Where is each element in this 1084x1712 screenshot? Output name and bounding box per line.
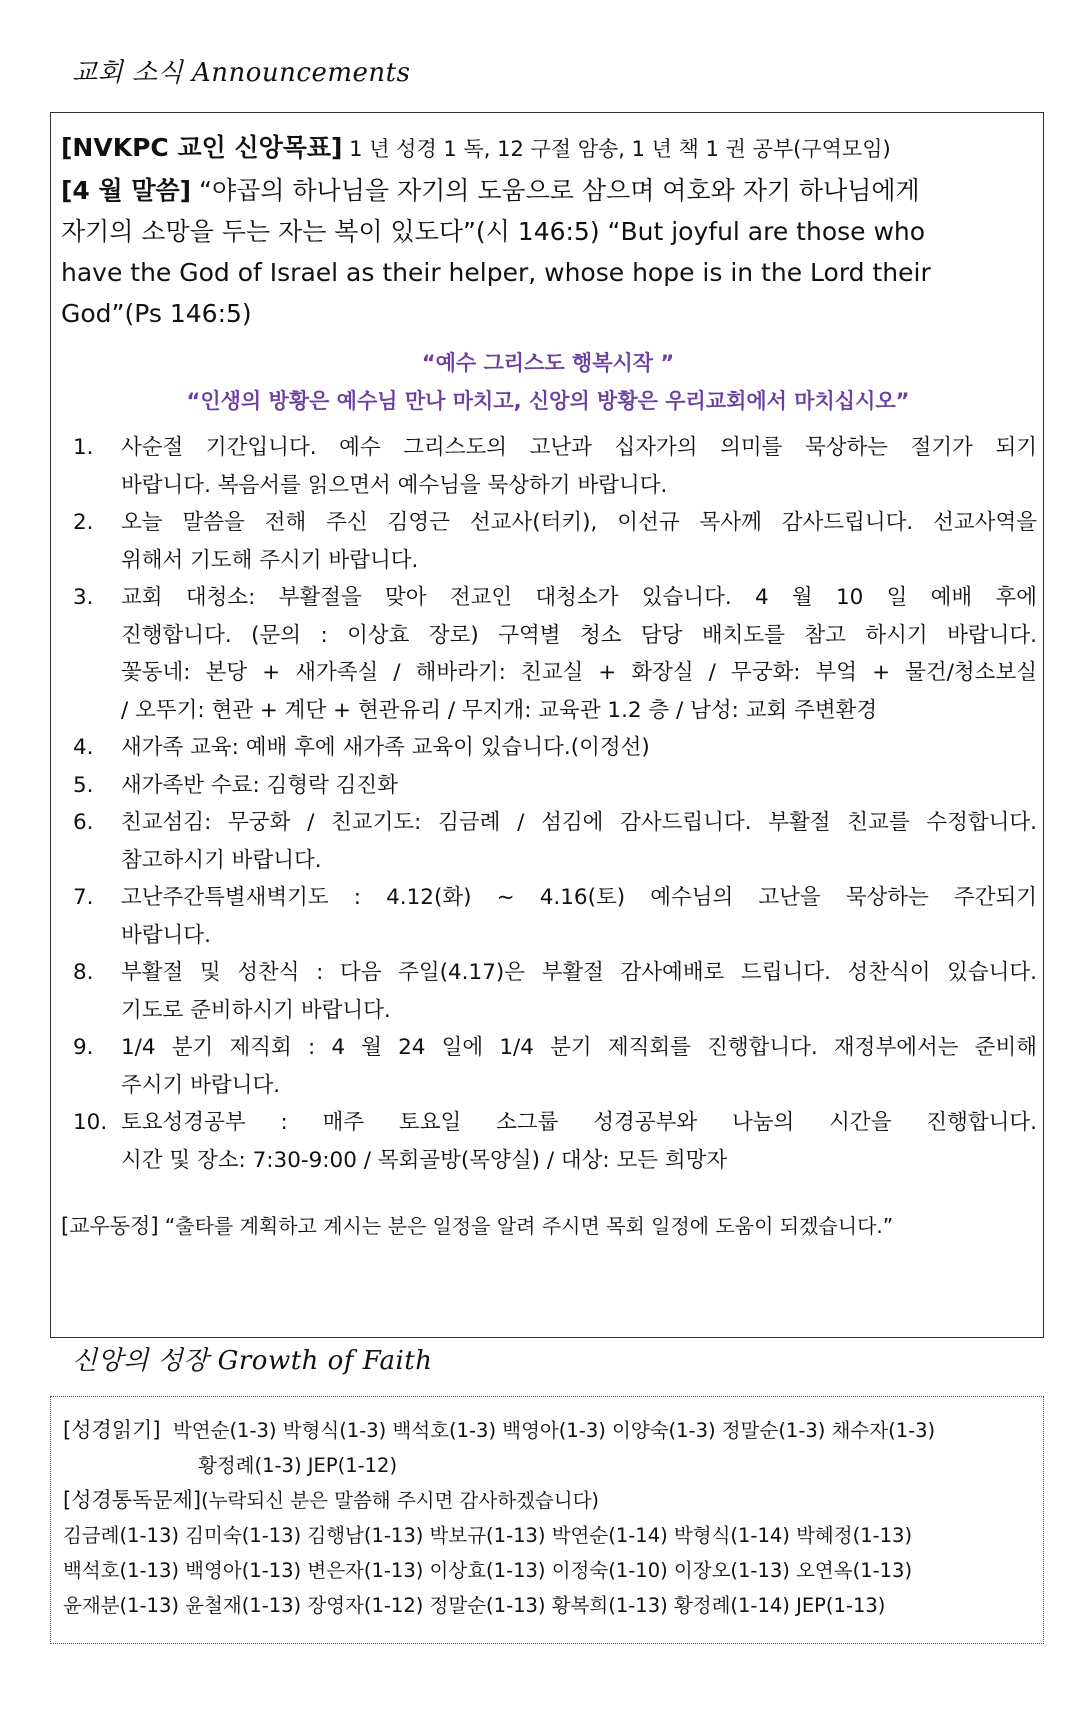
announcement-line: 주시기 바랍니다. <box>121 1072 281 1098</box>
bible-quiz-line-3: 윤재분(1-13) 윤철재(1-13) 장영자(1-12) 정말순(1-13) 황복희(1-13) 황정례(1-14) JEP(1-13) <box>63 1594 886 1617</box>
faith-goal-line <box>61 127 1031 170</box>
bible-quiz-line-1: 김금례(1-13) 김미숙(1-13) 김행남(1-13) 박보규(1-13) 박연순(1-14) 박형식(1-14) 박혜정(1-13) <box>63 1524 913 1547</box>
announcement-line: 고난주간특별새벽기도 : 4.12(화) ~ 4.16(토) 예수님의 고난을 묵상하는 주간되기 <box>121 885 1037 910</box>
announcement-line: 1/4 분기 제직회 : 4 월 24 일에 1/4 분기 제직회를 진행합니다. 재정부에서는 준비해 <box>121 1035 1037 1060</box>
announcement-item <box>51 579 1045 729</box>
bible-reading-line-1: 박연순(1-3) 박형식(1-3) 백석호(1-3) 백영아(1-3) 이양숙(1-3) 정말순(1-3) 채수자(1-3) <box>172 1419 936 1442</box>
announcement-number: 1. <box>73 435 94 460</box>
announcement-item <box>51 429 1045 504</box>
monthly-verse-tag: [4 월 말씀] <box>61 176 192 205</box>
announcement-number: 10. <box>73 1110 108 1135</box>
announcements-box <box>50 112 1044 1338</box>
announcement-number: 5. <box>73 772 94 798</box>
member-news-text: “출타를 계획하고 계시는 분은 일정을 알려 주시면 목회 일정에 도움이 되겠습니다.” <box>158 1214 894 1238</box>
monthly-verse-text-1: “야곱의 하나님을 자기의 도움으로 삼으며 여호와 자기 하나님에게 <box>191 176 920 205</box>
announcement-line: 부활절 및 성찬식 : 다음 주일(4.17)은 부활절 감사예배로 드립니다. 성찬식이 있습니다. <box>121 960 1037 985</box>
monthly-verse-line-3: have the God of Israel as their helper, whose hope is in the Lord their <box>61 258 931 287</box>
bible-quiz-line-2: 백석호(1-13) 백영아(1-13) 변은자(1-13) 이상효(1-13) 이정숙(1-10) 이장오(1-13) 오연옥(1-13) <box>63 1559 913 1582</box>
monthly-verse-line-4: God”(Ps 146:5) <box>61 299 252 328</box>
announcement-line: 바랍니다. <box>121 922 211 948</box>
announcement-line: 참고하시기 바랍니다. <box>121 847 322 873</box>
announcement-item <box>51 729 1045 767</box>
announcement-item <box>51 804 1045 879</box>
announcement-number: 7. <box>73 885 94 910</box>
announcement-item <box>51 1104 1045 1179</box>
announcement-number: 4. <box>73 735 94 760</box>
announcement-line: 새가족 교육: 예배 후에 새가족 교육이 있습니다.(이정선) <box>121 735 650 760</box>
growth-content <box>63 1413 1033 1623</box>
announcement-number: 8. <box>73 960 94 985</box>
slogan-line-2: “인생의 방황은 예수님 만나 마치고, 신앙의 방황은 우리교회에서 마치십시오” <box>186 389 910 413</box>
announcement-line: 꽃동네: 본당 + 새가족실 / 해바라기: 친교실 + 화장실 / 무궁화: 부엌 + 물건/청소보실 <box>121 660 1037 685</box>
faith-goal-tag: [NVKPC 교인 신앙목표] <box>61 133 343 162</box>
announcement-line: / 오뚜기: 현관 + 계단 + 현관유리 / 무지개: 교육관 1.2 층 / 남성: 교회 주변환경 <box>121 697 878 723</box>
growth-box <box>50 1396 1044 1644</box>
announcement-line: 오늘 말씀을 전해 주신 김영근 선교사(터키), 이선규 목사께 감사드립니다. 선교사역을 <box>121 510 1037 535</box>
member-news <box>61 1211 1031 1241</box>
announcement-number: 9. <box>73 1035 94 1060</box>
bible-reading-tag: [성경읽기] <box>63 1418 161 1442</box>
announcements-section-title: 교회 소식 Announcements <box>72 58 411 88</box>
announcement-line: 친교섬김: 무궁화 / 친교기도: 김금례 / 섬김에 감사드립니다. 부활절 친교를 수정합니다. <box>121 810 1037 835</box>
monthly-verse-line-2: 자기의 소망을 두는 자는 복이 있도다”(시 146:5) “But joyful are those who <box>61 217 926 246</box>
bible-quiz-note: (누락되신 분은 말씀해 주시면 감사하겠습니다) <box>201 1489 600 1512</box>
announcement-number: 2. <box>73 510 94 535</box>
announcement-line: 토요성경공부 : 매주 토요일 소그룹 성경공부와 나눔의 시간을 진행합니다. <box>121 1110 1037 1135</box>
announcement-list <box>51 429 1045 1179</box>
announcement-line: 시간 및 장소: 7:30-9:00 / 목회골방(목양실) / 대상: 모든 희망자 <box>121 1147 728 1173</box>
announcement-line: 진행합니다. (문의 : 이상효 장로) 구역별 청소 담당 배치도를 참고 하시기 바랍니다. <box>121 622 1037 648</box>
monthly-verse-line-1 <box>61 170 1031 211</box>
announcement-line: 새가족반 수료: 김형락 김진화 <box>121 772 398 798</box>
announcement-item <box>51 954 1045 1029</box>
announcement-item <box>51 767 1045 805</box>
announcement-number: 3. <box>73 585 94 610</box>
bible-reading-line-2: 황정례(1-3) JEP(1-12) <box>198 1454 398 1477</box>
announcement-line: 위해서 기도해 주시기 바랍니다. <box>121 547 419 573</box>
announcement-item <box>51 1029 1045 1104</box>
growth-section-title: 신앙의 성장 Growth of Faith <box>72 1346 433 1376</box>
member-news-tag: [교우동정] <box>61 1214 159 1238</box>
slogan-line-1: “예수 그리스도 행복시작 ” <box>421 351 675 375</box>
announcement-line: 사순절 기간입니다. 예수 그리스도의 고난과 십자가의 의미를 묵상하는 절기가 되기 <box>121 435 1037 460</box>
bible-quiz-tag: [성경통독문제] <box>63 1488 202 1512</box>
announcement-item <box>51 504 1045 579</box>
announcement-line: 기도로 준비하시기 바랍니다. <box>121 997 391 1023</box>
announcement-number: 6. <box>73 810 94 835</box>
faith-goal-text: 1 년 성경 1 독, 12 구절 암송, 1 년 책 1 권 공부(구역모임) <box>342 137 891 161</box>
bible-reading-row <box>63 1413 1033 1448</box>
announcement-item <box>51 879 1045 954</box>
announcement-line: 교회 대청소: 부활절을 맞아 전교인 대청소가 있습니다. 4 월 10 일 예배 후에 <box>121 585 1037 610</box>
announcement-line: 바랍니다. 복음서를 읽으면서 예수님을 묵상하기 바랍니다. <box>121 472 668 498</box>
bible-quiz-header <box>63 1483 1033 1518</box>
faith-goal-block <box>61 127 1031 334</box>
